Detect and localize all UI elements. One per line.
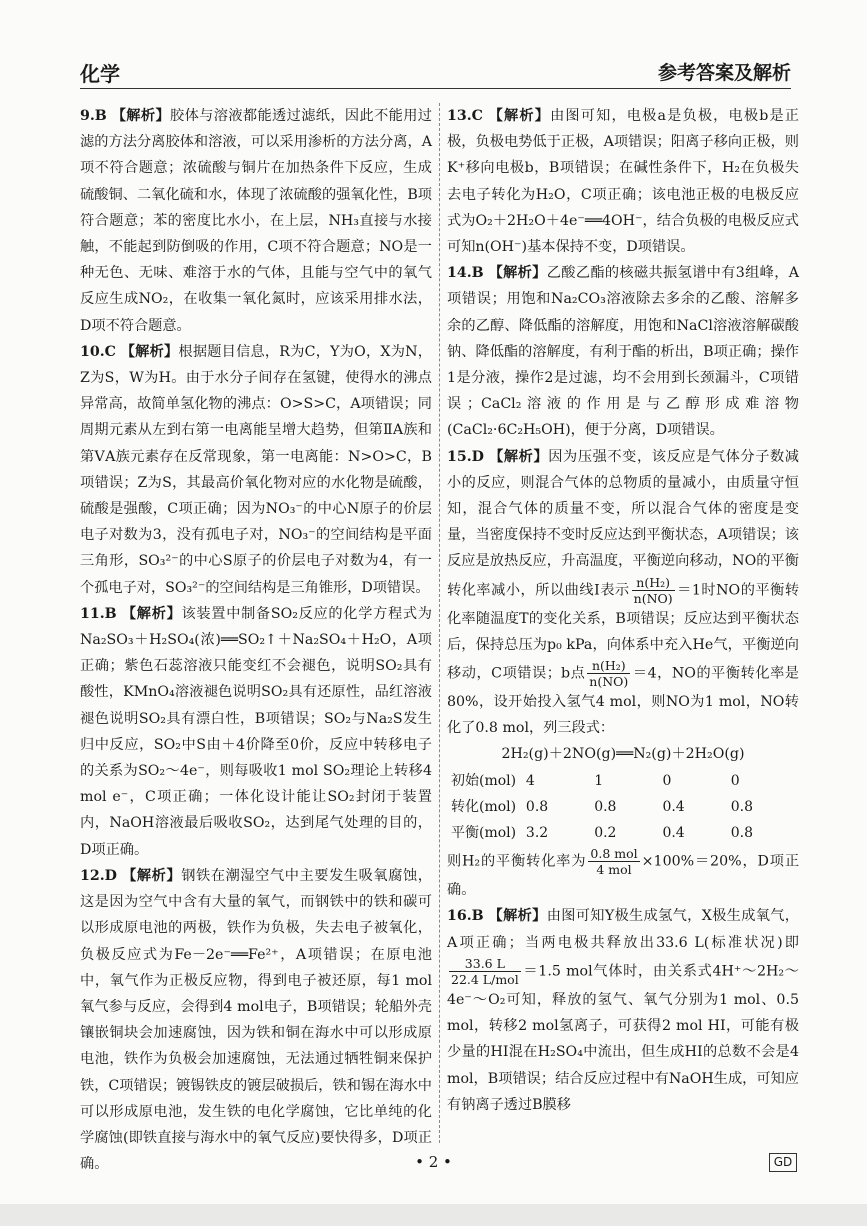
table-cell: 0.8 [730, 825, 753, 842]
answer-11 [80, 601, 432, 863]
table-cell: 1 [594, 772, 604, 789]
analysis-text: ＝1时NO的平衡转化率随温度T的变化关系，B项错误；反应达到平衡状态后，保持总压为p₀ kPa，向体系中充入He气，平衡逆向移动，C项错误；b点 [447, 582, 800, 682]
analysis-text: 由图可知，电极a是负极，电极b是正极，负极电势低于正极，A项错误；阳离子移向正极，则K⁺移向电极b，B项错误；在碱性条件下，H₂在负极失去电子转化为H₂O，C项正确；该电池正极的电极反应式为O₂＋2H₂O＋4e⁻══4OH⁻，结合负极的电极反应式可知n(OH⁻)基本保持不变，D项错误。 [447, 108, 799, 256]
table-cell: 0.4 [662, 825, 685, 842]
analysis-text: 乙酸乙酯的核磁共振氢谱中有3组峰，A项错误；用饱和Na₂CO₃溶液除去多余的乙酸、溶解多余的乙醇、降低酯的溶解度，用饱和NaCl溶液溶解碳酸钠、降低酯的溶解度，有利于酯的析出，B项正确；操作1是分液，操作2是过滤，均不会用到长颈漏斗，C项错误；CaCl₂溶液的作用是与乙醇形成难溶物(CaCl₂·6C₂H₅OH)，便于分离，D项错误。 [447, 265, 799, 439]
table-cell: 4 [525, 772, 535, 789]
region-badge: GD [769, 1153, 797, 1172]
analysis-text: 根据题目信息，R为C，Y为O，X为N，Z为S，W为H。由于水分子间存在氢键，使得水的沸点异常高，故简单氢化物的沸点：O>S>C，A项错误；同周期元素从左到右第一电离能呈增大趋势，但第ⅡA族和第ⅤA族元素存在反常现象，第一电离能：N>O>C，B项错误；Z为S，其最高价氧化物对应的水化物是硫酸，硫酸是强酸，C项正确；因为NO₃⁻的中心N原子的价层电子对数为3，没有孤电子对，NO₃⁻的空间结构是平面三角形，SO₃²⁻的中心S原子的价层电子对数为4，有一个孤电子对，SO₃²⁻的空间结构是三角锥形，D项错误。 [80, 343, 432, 596]
analysis-text: 胶体与溶液都能透过滤纸，因此不能用过滤的方法分离胶体和溶液，可以采用渗析的方法分离，A项不符合题意；浓硫酸与铜片在加热条件下反应，生成硫酸铜、二氧化硫和水，体现了浓硫酸的强氧化性，B项符合题意；苯的密度比水小，在上层，NH₃直接与水接触，不能起到防倒吸的作用，C项不符合题意；NO是一种无色、无味、难溶于水的气体，且能与空气中的氧气反应生成NO₂，在收集一氧化氮时，应该采用排水法，D项不符合题意。 [80, 108, 432, 334]
page-header [80, 52, 791, 89]
question-number: 11.B [80, 605, 117, 622]
analysis-tag: 【解析】 [488, 108, 551, 124]
fraction-numerator: n(H₂) [587, 658, 630, 674]
table-cell: 0.8 [730, 798, 753, 815]
analysis-tag: 【解析】 [488, 265, 547, 282]
ratio-fraction [588, 846, 639, 877]
answer-10 [80, 339, 432, 601]
answer-14 [447, 260, 799, 443]
fraction-numerator: 0.8 mol [590, 846, 638, 862]
table-row [451, 820, 799, 846]
fraction-numerator: n(H₂) [632, 575, 675, 591]
table-cell: 0 [662, 772, 672, 789]
answer-16 [447, 903, 799, 1117]
fraction-numerator: 33.6 L [449, 956, 521, 972]
analysis-text: 则H₂的平衡转化率为 [447, 853, 587, 870]
page-number: • 2 • [415, 1153, 452, 1171]
bottom-margin [0, 1204, 867, 1226]
question-number: 15.D [447, 448, 484, 465]
answer-9 [80, 103, 432, 339]
ratio-fraction [632, 575, 675, 606]
right-column [447, 103, 799, 1118]
table-cell: 3.2 [525, 825, 549, 842]
table-cell: 0.2 [594, 825, 617, 842]
analysis-text: ＝4，NO的平衡转化率是80%，设开始投入氢气4 mol，则NO为1 mol，NO转化了0.8 mol，列三段式： [447, 665, 799, 737]
analysis-tag: 【解析】 [489, 448, 549, 465]
question-number: 13.C [447, 108, 483, 124]
question-number: 14.B [447, 265, 484, 282]
analysis-text: 钢铁在潮湿空气中主要发生吸氧腐蚀，这是因为空气中含有大量的氧气，而钢铁中的铁和碳可以形成原电池的两极，铁作为负极，失去电子被氧化，负极反应式为Fe－2e⁻══Fe²⁺，A项错误；在原电池中，氧气作为正极反应物，得到电子被还原，每1 mol氧气参与反应，会得到4 mol电子，B项错误；轮船外壳镶嵌铜块会加速腐蚀，因为铁和铜在海水中可以形成原电池，铁作为负极会加速腐蚀，无法通过牺牲铜来保护铁，C项错误；镀锡铁皮的镀层破损后，铁和锡在海水中可以形成原电池，发生铁的电化学腐蚀，它比单纯的化学腐蚀(即铁直接与海水中的氧气反应)要快得多，D项正确。 [80, 867, 432, 1173]
fraction-denominator: n(NO) [589, 674, 629, 690]
analysis-tag: 【解析】 [488, 908, 547, 925]
question-number: 16.B [447, 908, 484, 925]
ratio-fraction [449, 956, 521, 987]
table-cell: 初始(mol) [451, 772, 517, 789]
question-number: 9.B [80, 108, 107, 124]
reaction-equation: 2H₂(g)＋2NO(g)══N₂(g)＋2H₂O(g) [501, 746, 745, 763]
table-cell: 0.8 [525, 798, 549, 815]
fraction-denominator: n(NO) [633, 590, 673, 606]
column-divider [439, 103, 440, 1143]
analysis-tag: 【解析】 [121, 605, 182, 622]
table-row [451, 794, 799, 820]
table-cell: 转化(mol) [451, 798, 517, 815]
answer-12 [80, 863, 432, 1177]
analysis-text: ×100%＝20%，D项正确。 [447, 853, 800, 899]
table-row [451, 768, 799, 794]
table-cell: 平衡(mol) [451, 825, 517, 842]
analysis-text: 该装置中制备SO₂反应的化学方程式为Na₂SO₃＋H₂SO₄(浓)══SO₂↑＋Na₂SO₄＋H₂O，A项正确；紫色石蕊溶液只能变红不会褪色，说明SO₂具有酸性，KMnO₄溶液褪色说明SO₂具有还原性，品红溶液褪色说明SO₂具有漂白性，B项错误；SO₂与Na₂S发生归中反应，SO₂中S由＋4价降至0价，反应中转移电子的关系为SO₂～4e⁻，则每吸收1 mol SO₂理论上转移4 mol e⁻，C项正确；一体化设计能让SO₂封闭于装置内，NaOH溶液最后吸收SO₂，达到尾气处理的目的，D项正确。 [80, 605, 432, 858]
analysis-text: ＝1.5 mol气体时，由关系式4H⁺～2H₂～4e⁻～O₂可知，释放的氢气、氧气分别为1 mol、0.5 mol，转移2 mol氢离子，可获得2 mol HI，可能有极少量的HI混在H₂SO₄中流出，但生成HI的总数不会是4 mol，B项错误；结合反应过程中有NaOH生成，可知应有钠离子透过B膜移 [447, 963, 799, 1113]
answer-15-conclusion [447, 846, 799, 903]
analysis-tag: 【解析】 [111, 108, 171, 124]
analysis-tag: 【解析】 [120, 343, 179, 360]
table-cell: 0 [730, 772, 740, 789]
question-number: 12.D [80, 867, 117, 884]
fraction-denominator: 22.4 L/mol [451, 971, 519, 987]
analysis-text: 由图可知Y极生成氢气，X极生成氧气，A项正确；当两电极共释放出33.6 L(标准状况)即 [447, 908, 799, 951]
ratio-fraction [587, 658, 630, 689]
left-column [80, 103, 432, 1177]
subject-title: 化学 [80, 62, 120, 86]
table-cell: 0.4 [662, 798, 685, 815]
table-cell: 0.8 [594, 798, 617, 815]
section-title: 参考答案及解析 [657, 62, 791, 84]
question-number: 10.C [80, 343, 116, 360]
fraction-denominator: 4 mol [596, 862, 632, 878]
three-stage-table [451, 768, 799, 847]
analysis-text: 因为压强不变，该反应是气体分子数减小的反应，则混合气体的总物质的量减小，由质量守恒知，混合气体的质量不变，所以混合气体的密度是变量，当密度保持不变时反应达到平衡状态，A项错误；该反应是放热反应，升高温度，平衡逆向移动，NO的平衡转化率减小，所以曲线Ⅰ表示 [447, 448, 799, 599]
answer-15 [447, 444, 799, 742]
answer-13 [447, 103, 799, 260]
analysis-tag: 【解析】 [122, 867, 182, 884]
